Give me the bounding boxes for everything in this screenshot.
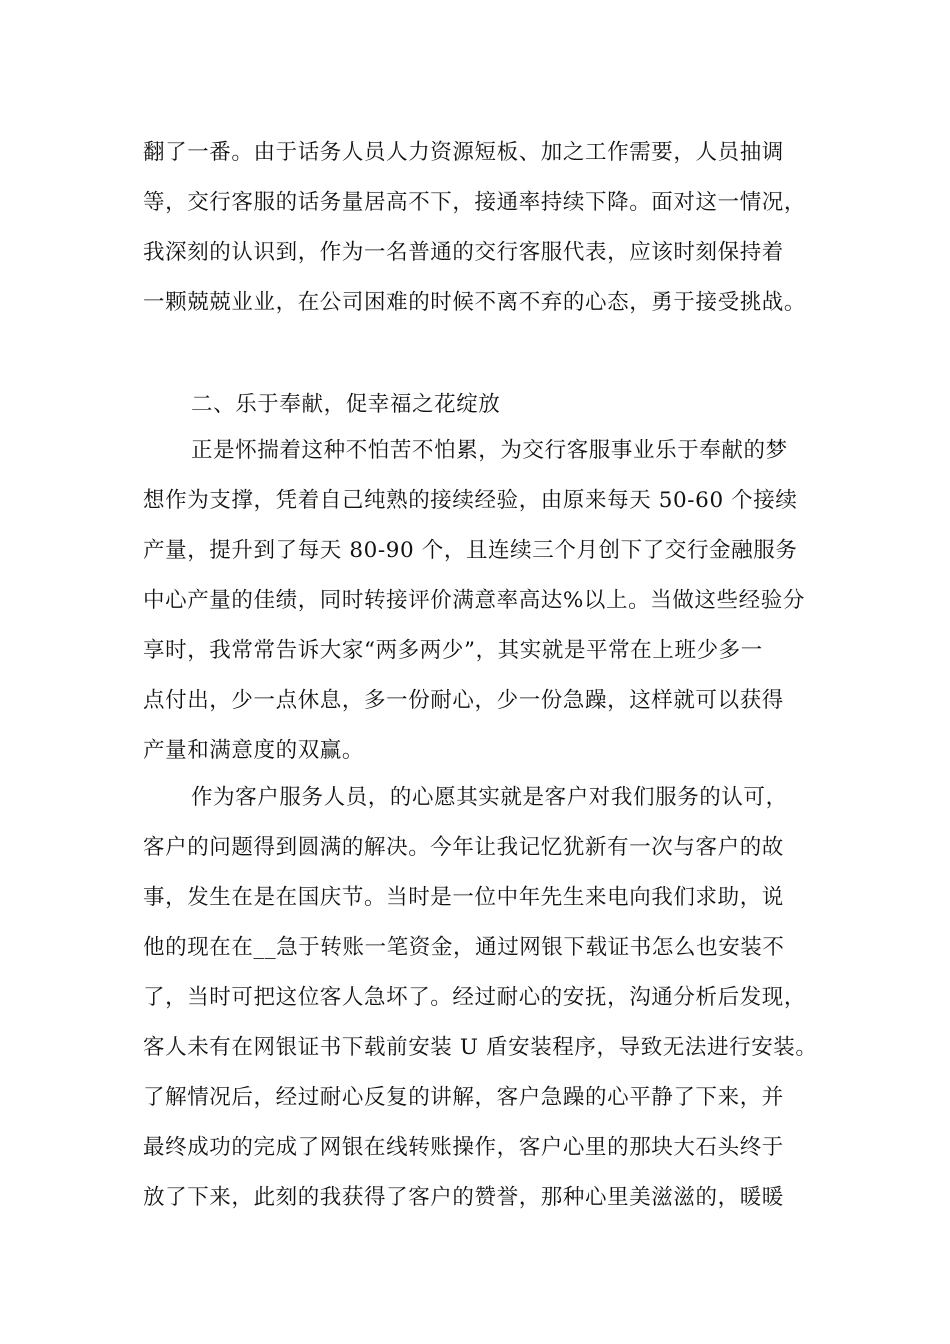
paragraph-2-line-7: 产量和满意度的双赢。 bbox=[143, 738, 365, 763]
paragraph-2-line-1: 正是怀揣着这种不怕苦不怕累，为交行客服事业乐于奉献的梦 bbox=[191, 438, 788, 463]
paragraph-1-line-3: 我深刻的认识到，作为一名普通的交行客服代表，应该时刻保持着 bbox=[143, 240, 784, 265]
paragraph-2-line-4: 中心产量的佳绩，同时转接评价满意率高达%以上。当做这些经验分 bbox=[143, 588, 805, 613]
paragraph-2-line-6: 点付出，少一点休息，多一份耐心，少一份急躁，这样就可以获得 bbox=[143, 688, 784, 713]
paragraph-3-line-2: 客户的问题得到圆满的解决。今年让我记忆犹新有一次与客户的故 bbox=[143, 835, 784, 860]
paragraph-1-line-2: 等，交行客服的话务量居高不下，接通率持续下降。面对这一情况， bbox=[143, 190, 807, 215]
paragraph-3-line-8: 最终成功的完成了网银在线转账操作，客户心里的那块大石头终于 bbox=[143, 1135, 784, 1160]
paragraph-3-line-4: 他的现在在__急于转账一笔资金，通过网银下载证书怎么也安装不 bbox=[143, 935, 785, 960]
section-heading: 二、乐于奉献，促幸福之花绽放 bbox=[191, 392, 501, 417]
paragraph-3-line-9: 放了下来，此刻的我获得了客户的赞誉，那种心里美滋滋的，暖暖 bbox=[143, 1185, 784, 1210]
paragraph-3-line-1: 作为客户服务人员，的心愿其实就是客户对我们服务的认可， bbox=[191, 785, 788, 810]
paragraph-3-line-7: 了解情况后，经过耐心反复的讲解，客户急躁的心平静了下来，并 bbox=[143, 1085, 784, 1110]
paragraph-2-line-3: 产量，提升到了每天 80-90 个，且连续三个月创下了交行金融服务 bbox=[143, 538, 798, 563]
paragraph-1-line-4: 一颗兢兢业业，在公司困难的时候不离不弃的心态，勇于接受挑战。 bbox=[143, 290, 807, 315]
paragraph-1-line-1: 翻了一番。由于话务人员人力资源短板、加之工作需要，人员抽调 bbox=[143, 140, 784, 165]
paragraph-3-line-5: 了，当时可把这位客人急坏了。经过耐心的安抚，沟通分析后发现， bbox=[143, 985, 807, 1010]
paragraph-2-line-5: 享时，我常常告诉大家“两多两少”，其实就是平常在上班少多一 bbox=[143, 638, 763, 663]
paragraph-3-line-3: 事，发生在是在国庆节。当时是一位中年先生来电向我们求助，说 bbox=[143, 885, 784, 910]
paragraph-2-line-2: 想作为支撑，凭着自己纯熟的接续经验，由原来每天 50-60 个接续 bbox=[143, 488, 798, 513]
paragraph-3-line-6: 客人未有在网银证书下载前安装 U 盾安装程序，导致无法进行安装。 bbox=[143, 1035, 818, 1060]
